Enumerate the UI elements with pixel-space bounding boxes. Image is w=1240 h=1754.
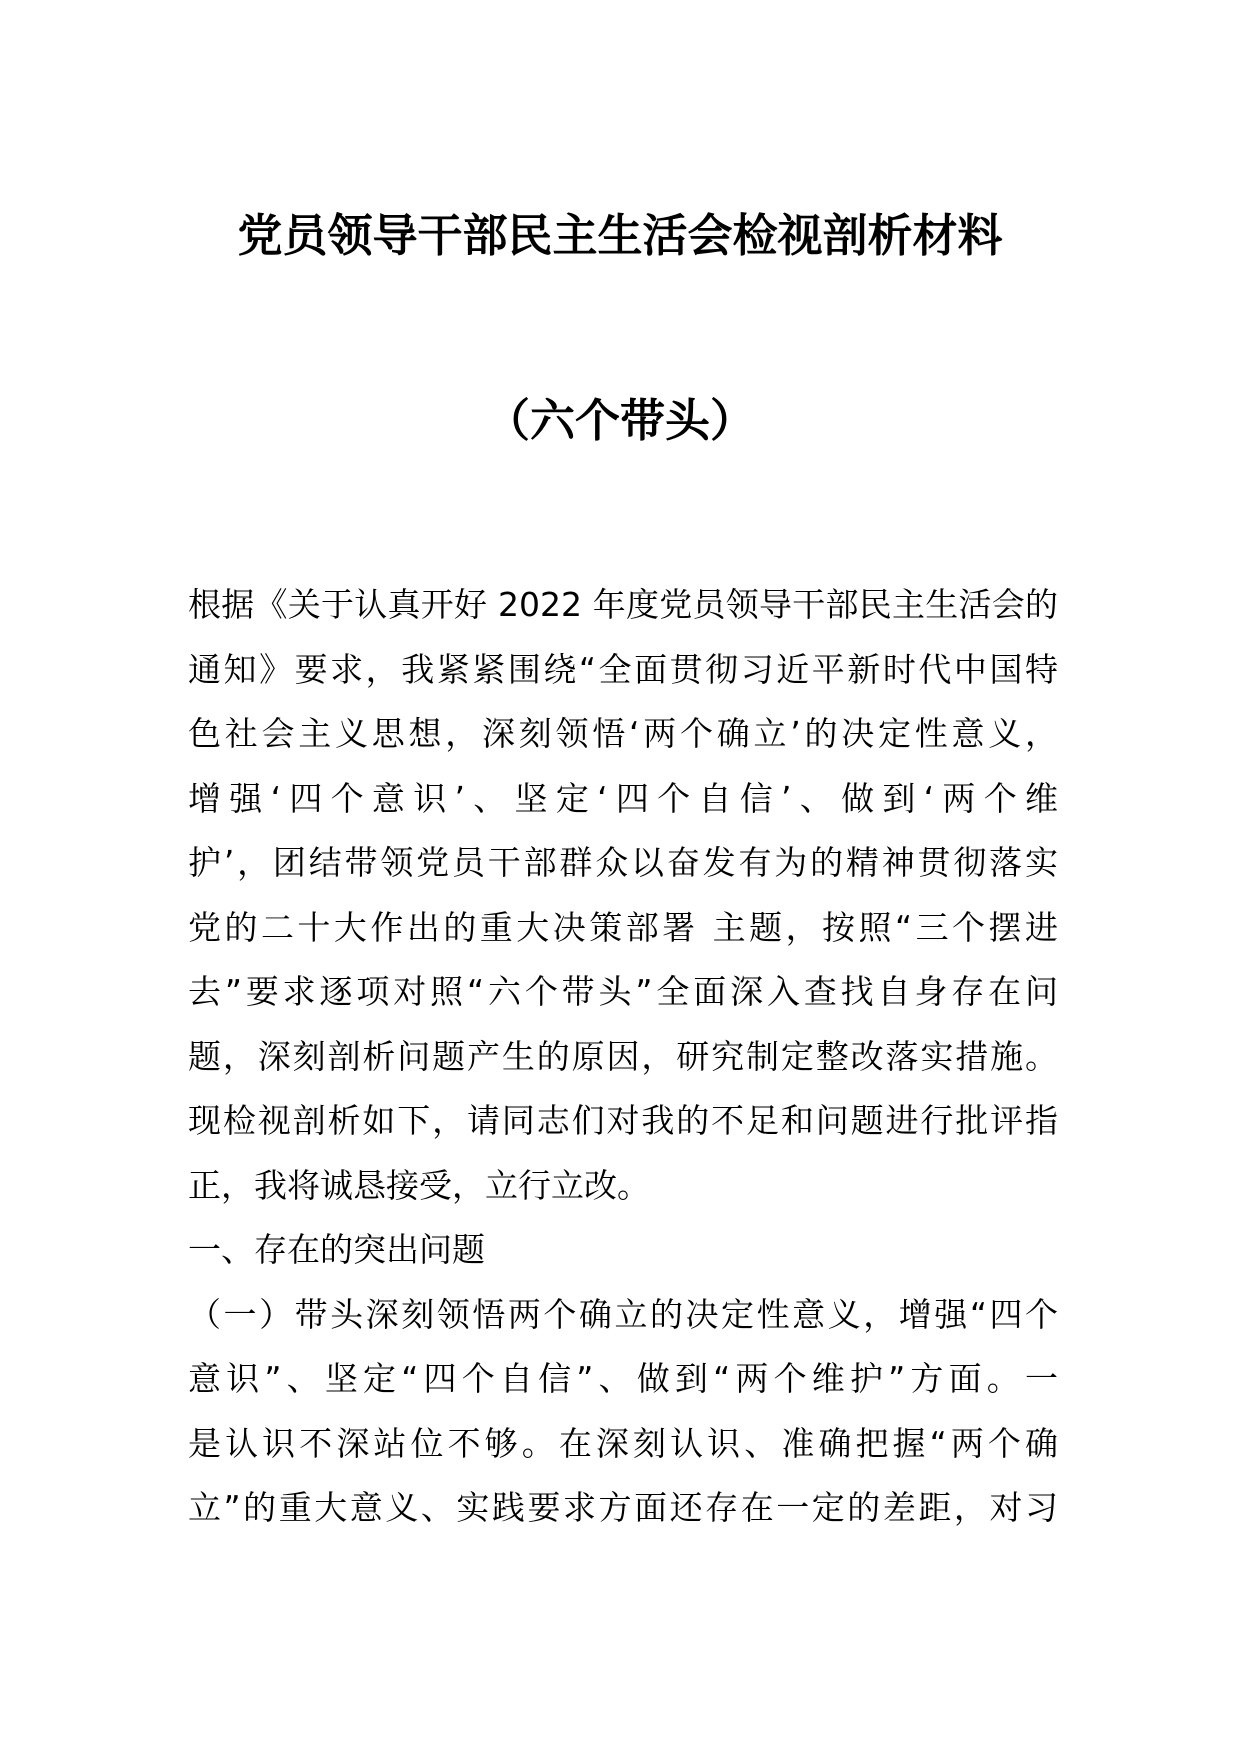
body-line: 题，深刻剖析问题产生的原因，研究制定整改落实措施。 [188, 1036, 1058, 1076]
body-line: （一）带头深刻领悟两个确立的决定性意义，增强“四个 [188, 1294, 1058, 1334]
body-line: 去”要求逐项对照“六个带头”全面深入查找自身存在问 [188, 972, 1058, 1011]
body-line: 护’，团结带领党员干部群众以奋发有为的精神贯彻落实 [188, 843, 1058, 882]
document-title: 党员领导干部民主生活会检视剖析材料 [237, 209, 1003, 262]
body-line: 正，我将诚恳接受，立行立改。 [188, 1165, 650, 1205]
body-line: 根据《关于认真开好 2022 年度党员领导干部民主生活会的 [188, 585, 1058, 624]
document-body [188, 573, 1058, 1541]
body-line: 是认识不深站位不够。在深刻认识、准确把握“两个确 [188, 1423, 1058, 1463]
body-line: 党的二十大作出的重大决策部署 主题，按照“三个摆进 [188, 907, 1058, 947]
section-heading: 一、存在的突出问题 [188, 1230, 485, 1269]
body-line: 增强‘四个意识’、坚定‘四个自信’、做到‘两个维 [188, 778, 1058, 818]
body-line: 色社会主义思想，深刻领悟‘两个确立’的决定性意义， [188, 714, 1058, 753]
document-subtitle: （六个带头） [484, 394, 755, 447]
body-line: 立”的重大意义、实践要求方面还存在一定的差距，对习 [188, 1488, 1058, 1527]
body-line: 意识”、坚定“四个自信”、做到“两个维护”方面。一 [188, 1359, 1058, 1398]
body-line: 现检视剖析如下，请同志们对我的不足和问题进行批评指 [188, 1101, 1058, 1140]
body-line: 通知》要求，我紧紧围绕“全面贯彻习近平新时代中国特 [188, 649, 1058, 689]
